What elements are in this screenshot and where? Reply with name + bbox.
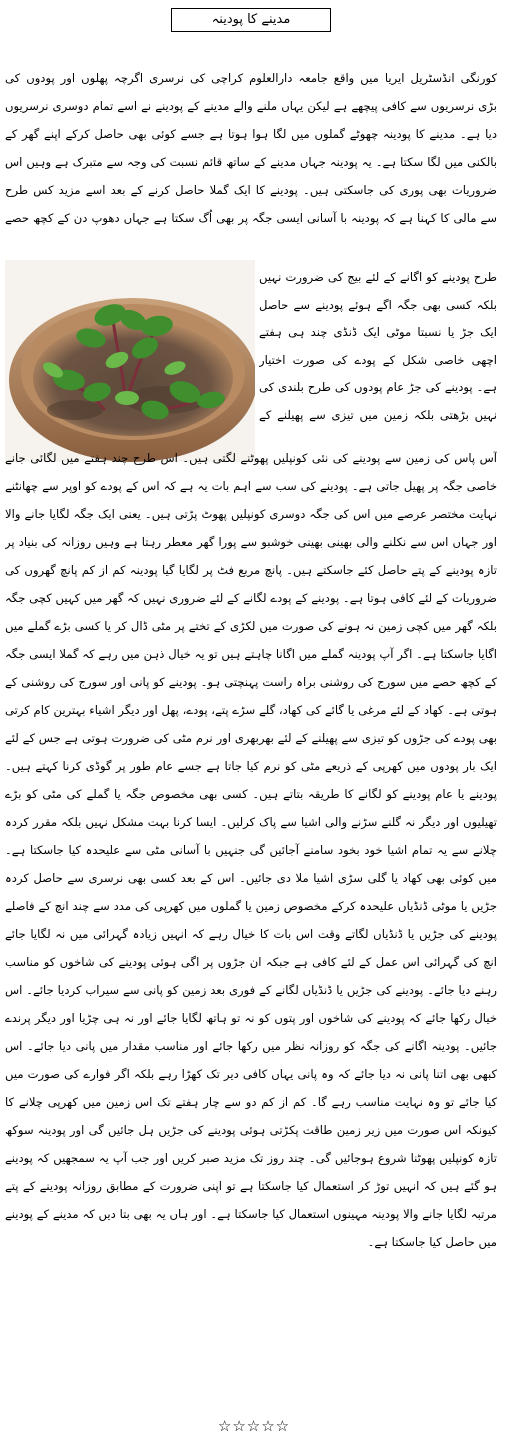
text-line: نہیں بڑھتی بلکہ زمین میں تیزی سے پھیلنے کے	[259, 407, 497, 422]
text-line: ہو گئے ہیں کہ انہیں توڑ کر استعمال کیا جاسکتا ہے تو اپنی ضرورت کے مطابق روزانہ پودینے کے پتے	[5, 1179, 497, 1193]
text-line: اگایا جاسکتا ہے۔ اگر آپ پودینہ گملے میں اگانا چاہتے ہیں تو یہ خیال ذہن میں رہے کہ گملا ایسی جگہ	[5, 647, 497, 661]
text-line: اور جہاں اس سے نکلنے والی بھینی بھینی خوشبو سے پورا گھر معطر رہتا ہے وہیں روزانہ کی بنیاد پر	[5, 535, 497, 549]
text-line: میں کوئی بھی کھاد یا گلی سڑی اشیا ملا دی جائیں۔ اس کے بعد کسی بھی نرسری سے حاصل کردہ	[5, 871, 497, 885]
text-line: پودینے یا عام پودینے کو لگانے کا طریقہ بتاتے ہیں۔ کسی بھی مخصوص جگہ یا گملے کی مٹی کو بڑے	[5, 787, 497, 801]
text-line: دیا ہے۔ مدینے کا پودینہ چھوٹے گملوں میں لگا ہوا ہوتا ہے جسے کوئی بھی حاصل کرکے اپنے گھر کے	[5, 127, 497, 141]
text-line: پودینے کی جڑیں یا ڈنڈیاں لگاتے وقت اس بات کا خیال رہے کہ انہیں زیادہ گہرائی میں نہ لگایا جائے	[5, 927, 497, 941]
text-line: بڑی نرسریوں سے کافی پیچھے ہے لیکن یہاں ملنے والے مدینے کے پودینے نے اسے تمام دوسری نرسریوں	[5, 99, 497, 113]
wrapped-paragraph	[259, 264, 497, 429]
image-wrap-block	[5, 260, 497, 462]
text-line: ہے۔ پودینے کی جڑ عام پودوں کی طرح بلندی کی	[259, 380, 497, 394]
text-line: ایک بار پودوں میں کھرپی کے ذریعے مٹی کو نرم کیا جاتا ہے جسے عام طور پر گوڈی کرنا کہتے ہیں۔	[5, 759, 497, 773]
text-line: تازہ کونپلیں پھوٹنا شروع ہوجائیں گی۔ چند روز تک مزید صبر کریں اور جب آپ یہ سمجھیں کہ پودینے	[5, 1151, 497, 1165]
text-line: کیا جائے تو وہ نہایت مناسب رہے گا۔ کم از کم دو سے چار ہفتے تک اس زمین میں کھرپی چلانے کا	[5, 1095, 497, 1109]
text-line: کیونکہ اس صورت میں زیر زمین طاقت پکڑتی ہوئی پودینے کی جڑیں ہل جائیں گی اور پودینہ سوکھ	[5, 1123, 497, 1137]
text-line: ضروریات بھی پوری کی جاسکتی ہیں۔ پودینے کا ایک گملا حاصل کرنے کے بعد اسے مزید کس طرح	[5, 183, 497, 197]
text-line: بھی پودے کی جڑوں کو تیزی سے پھیلنے کے لئے بھربھری اور نرم مٹی کی ضرورت ہوتی ہے جس کے لئے	[5, 731, 497, 745]
text-line: سے مالی کا کہنا ہے کہ پودینہ با آسانی ایسی جگہ پر بھی اُگ سکتا ہے جہاں دھوپ دن کے کچھ حصے	[5, 211, 497, 225]
end-mark-stars: ☆☆☆☆☆	[217, 1417, 291, 1435]
text-line: ایک جڑ یا نسبتا موٹی ایک ڈنڈی چند ہی ہفتے	[259, 325, 497, 339]
text-line: نہایت مختصر عرصے میں اس کی جگہ دوسری کونپلیں پھوٹ پڑتی ہیں۔ یعنی ایک جگہ لگایا جانے والا	[5, 507, 497, 521]
text-line: ہوتی ہے۔ کھاد کے لئے مرغی یا گائے کی کھاد، گلے سڑے پتے، پودے، پھل اور دیگر اشیاء بہترین کام کرتی	[5, 703, 497, 717]
text-line: جڑیں یا موٹی ڈنڈیاں علیحدہ کرکے مخصوص زمین یا گملوں میں کھرپی کی مدد سے چند انچ کے فاصلے	[5, 899, 497, 913]
text-line: طرح پودینے کو اگانے کے لئے بیج کی ضرورت نہیں	[259, 270, 497, 284]
text-line: چلانے سے یہ تمام اشیا خود بخود سامنے آجائیں گی جنہیں با آسانی مٹی سے علیحدہ کیا جاسکتا ہے۔	[5, 843, 497, 857]
text-line: آس پاس کی زمین سے پودینے کی نئی کونپلیں پھوٹنے لگتی ہیں۔ اس طرح چند ہفتے میں لگائی جانے	[5, 451, 497, 465]
text-line: کے کچھ حصے میں سورج کی روشنی براہ راست پہنچتی ہو۔ پودینے کو پانی اور سورج کی روشنی کے	[5, 675, 497, 689]
text-line: بلکہ گھر میں کچی زمین نہ ہونے کی صورت میں لکڑی کے تختے پر مٹی ڈال کر یا کسی بڑے گملے میں	[5, 619, 497, 633]
text-line: رہنے دیا جائے۔ پودینے کی جڑیں یا ڈنڈیاں لگانے کے فوری بعد زمین کو پانی سے سیراب کردیا جائے۔ اس	[5, 983, 497, 997]
intro-paragraph	[5, 64, 497, 232]
text-line: اچھی خاصی شکل کے پودے کی صورت اختیار	[259, 352, 497, 367]
text-line: تھیلیوں اور دیگر نہ گلنے سڑنے والی اشیا سے پاک کرلیں۔ ایسا کرنا بہت مشکل نہیں بلکہ مقرر کردہ	[5, 815, 497, 829]
text-line: کورنگی انڈسٹریل ایریا میں واقع جامعہ دارالعلوم کراچی کی نرسری اگرچہ پھلوں اور پودوں کی	[5, 71, 497, 85]
text-line: بالکنی میں لگا سکتا ہے۔ یہ پودینہ جہاں مدینے کے ساتھ قائم نسبت کی وجہ سے متبرک ہے وہیں اس	[5, 155, 497, 169]
text-line: خاصی جگہ پر پھیل جاتی ہے۔ پودینے کی سب سے اہم بات یہ ہے کہ اس کے پودے کو اوپر سے چھانٹنے	[5, 479, 497, 493]
main-paragraph	[5, 444, 497, 1256]
text-line: تازہ پودینے کے پتے حاصل کئے جاسکتے ہیں۔ پانچ مربع فٹ پر لگایا گیا پودینہ کم از کم پانچ گھروں کی	[5, 563, 497, 577]
mint-plant-illustration	[5, 260, 255, 462]
text-line: خیال رکھا جائے کہ پودینے کی شاخوں اور پتوں کو نہ تو ہاتھ لگایا جائے اور نہ ہی چڑیا اور دیگر پرندے	[5, 1011, 497, 1025]
text-line: بلکہ کسی بھی جگہ اگے ہوئے پودینے سے حاصل	[259, 297, 497, 312]
text-line: ضروریات کے لئے کافی ہوتا ہے۔ پودینے کے پودے لگانے کے لئے ضروری نہیں کہ گھر میں کہیں کچی جگہ	[5, 591, 497, 605]
text-line: انچ کی گہرائی اس عمل کے لئے کافی ہے جبکہ ان جڑوں پر اگی ہوئی پودینے کی شاخوں کو مناسب	[5, 955, 497, 969]
text-line: مرتبہ لگایا جانے والا پودینہ مہینوں استعمال کیا جاسکتا ہے۔ اور ہاں یہ بھی بتا دیں کہ مدینے کے پودینے	[5, 1207, 497, 1221]
mint-plant-photo	[5, 260, 255, 462]
text-line: کبھی بھی اتنا پانی نہ دیا جائے کہ وہ پانی یہاں کافی دیر تک کھڑا رہے بلکہ اگر فوارے کی صورت میں	[5, 1067, 497, 1081]
article-title: مدینے کا پودینہ	[171, 8, 331, 32]
text-line: میں حاصل کیا جاسکتا ہے۔	[367, 1235, 497, 1249]
text-line: جائیں۔ پودینہ اگانے کی جگہ کو روزانہ نظر میں رکھا جائے اور مناسب مقدار میں پانی دیا جائے۔ اس	[5, 1039, 497, 1053]
